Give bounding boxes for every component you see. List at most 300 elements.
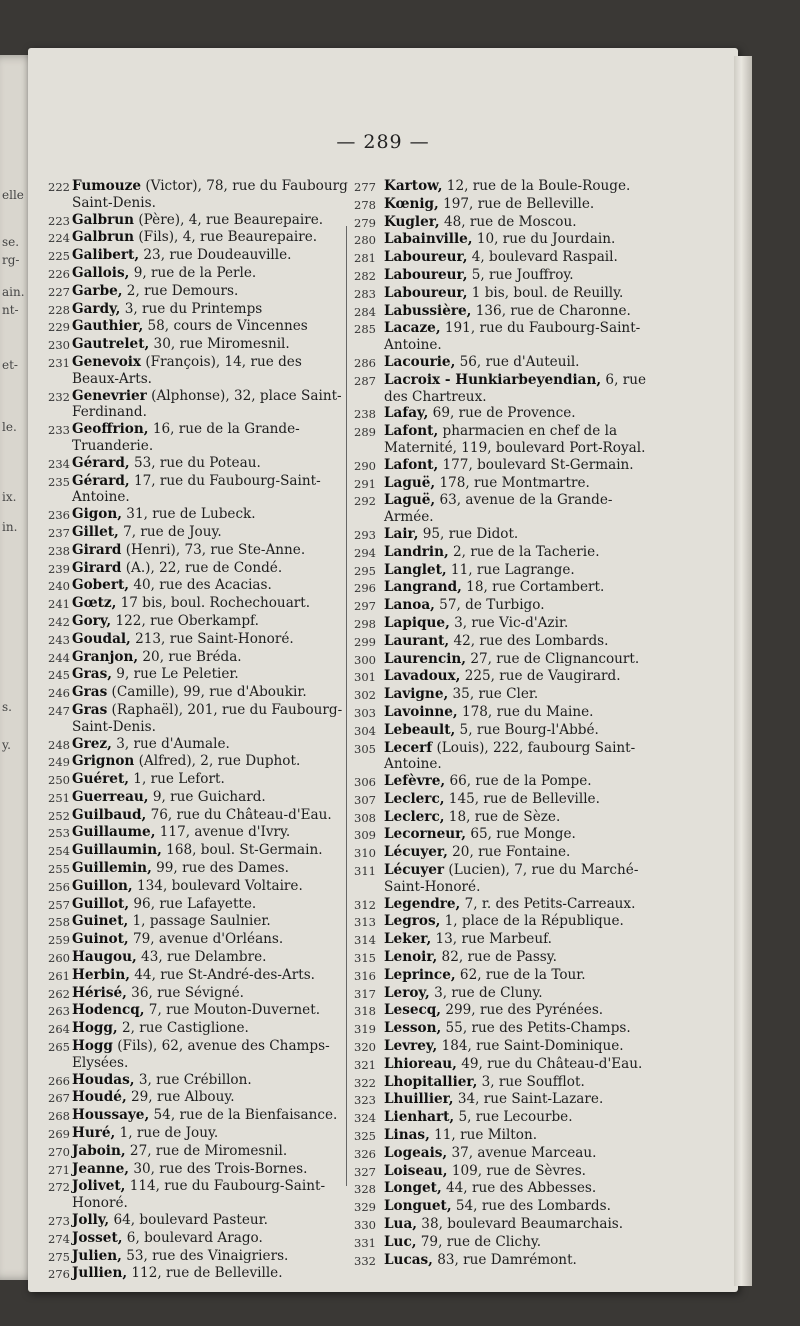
entry-number: 224 — [48, 231, 70, 246]
entry-name: Labussière, — [384, 302, 472, 319]
entry-name: Gras — [72, 684, 108, 701]
entry-number: 296 — [354, 581, 376, 596]
entry-address: 10, rue du Jourdain. — [472, 231, 616, 248]
entry-text — [384, 949, 659, 967]
entry-number: 279 — [354, 215, 376, 230]
list-item — [48, 931, 353, 949]
entry-name: Lavigne, — [384, 686, 449, 703]
entry-name: Jeanne, — [72, 1160, 130, 1177]
list-item — [48, 595, 353, 613]
entry-text — [72, 649, 353, 667]
entry-text — [72, 931, 353, 949]
entry-text — [72, 318, 353, 336]
list-item — [354, 579, 659, 597]
entry-address: 5, rue Bourg-l'Abbé. — [455, 721, 599, 738]
list-item — [48, 684, 353, 702]
list-item — [354, 1180, 659, 1198]
entry-text — [72, 1089, 353, 1107]
list-item — [48, 506, 353, 524]
entry-address: 109, rue de Sèvres. — [447, 1162, 586, 1179]
entry-text — [384, 1002, 659, 1020]
entry-text — [384, 740, 659, 774]
entry-name: Hodencq, — [72, 1002, 145, 1019]
entry-name: Luc, — [384, 1233, 417, 1250]
entry-name: Langlet, — [384, 561, 447, 578]
margin-fragment: et- — [2, 358, 18, 372]
entry-number: 257 — [48, 897, 70, 912]
margin-fragment: ix. — [2, 490, 17, 504]
entry-text — [384, 722, 659, 740]
entry-name: Logeais, — [384, 1144, 448, 1161]
list-item — [48, 388, 353, 422]
entry-number: 330 — [354, 1218, 376, 1233]
entry-name: Lesecq, — [384, 1002, 442, 1019]
entry-name: Jullien, — [72, 1265, 128, 1282]
entry-number: 230 — [48, 338, 70, 353]
entry-number: 274 — [48, 1231, 70, 1246]
entry-address: 9, rue de la Perle. — [129, 264, 257, 281]
list-item — [354, 1127, 659, 1145]
entry-address: (Lucien), 7, rue du Marché-Saint-Honoré. — [384, 862, 639, 895]
entry-address: 122, rue Oberkampf. — [111, 612, 259, 629]
entry-number: 234 — [48, 456, 70, 471]
entry-text — [72, 542, 353, 560]
entry-address: 95, rue Didot. — [418, 525, 519, 542]
entry-name: Lécuyer, — [384, 844, 448, 861]
entry-text — [384, 562, 659, 580]
entry-address: 3, rue Crébillon. — [134, 1071, 252, 1088]
entry-number: 331 — [354, 1235, 376, 1250]
entry-number: 277 — [354, 180, 376, 194]
entry-name: Houssaye, — [72, 1107, 150, 1124]
entry-name: Laboureur, — [384, 249, 468, 266]
entry-name: Laguë, — [384, 474, 436, 491]
entry-text — [384, 405, 659, 423]
entry-text — [72, 631, 353, 649]
list-item — [48, 1020, 353, 1038]
list-item — [48, 967, 353, 985]
entry-name: Julien, — [72, 1247, 122, 1264]
entry-address: 178, rue Montmartre. — [435, 474, 590, 491]
entry-number: 240 — [48, 579, 70, 594]
entry-address: 3, rue de Cluny. — [429, 984, 543, 1001]
entry-text — [72, 247, 353, 265]
entry-number: 248 — [48, 737, 70, 752]
entry-number: 320 — [354, 1040, 376, 1055]
entry-name: Kœnig, — [384, 195, 439, 212]
entry-address: (Fils), 62, avenue des Champs-Elysées. — [72, 1038, 330, 1071]
entry-name: Jolly, — [72, 1212, 110, 1229]
entry-name: Lebeault, — [384, 721, 456, 738]
entry-text — [384, 214, 659, 232]
list-item — [48, 842, 353, 860]
entry-name: Guinet, — [72, 913, 129, 930]
entry-address: (A.), 22, rue de Condé. — [121, 559, 283, 576]
left-column — [48, 178, 353, 1283]
entry-address: 57, de Turbigo. — [434, 597, 545, 614]
entry-number: 272 — [48, 1180, 70, 1195]
margin-fragment: elle — [2, 188, 24, 202]
entry-address: 18, rue Cortambert. — [461, 579, 605, 596]
entry-address: 99, rue des Dames. — [151, 860, 289, 877]
entry-name: Guinot, — [72, 931, 129, 948]
list-item — [354, 214, 659, 232]
entry-name: Laguë, — [384, 492, 436, 509]
entry-name: Galbrun — [72, 211, 135, 228]
entry-text — [72, 985, 353, 1003]
entry-number: 262 — [48, 986, 70, 1001]
entry-address: 4, boulevard Raspail. — [467, 249, 618, 266]
list-item — [48, 702, 353, 736]
list-item — [354, 267, 659, 285]
entry-number: 235 — [48, 474, 70, 489]
entry-text — [72, 577, 353, 595]
entry-number: 276 — [48, 1267, 70, 1282]
list-item — [48, 771, 353, 789]
entry-text — [384, 544, 659, 562]
entry-name: Josset, — [72, 1229, 123, 1246]
entry-name: Hogg — [72, 1038, 113, 1055]
entry-number: 263 — [48, 1004, 70, 1019]
entry-address: 96, rue Lafayette. — [129, 895, 257, 912]
entry-address: 168, boul. St-Germain. — [161, 842, 323, 859]
entry-text — [72, 354, 353, 388]
list-item — [48, 860, 353, 878]
entry-name: Laboureur, — [384, 284, 468, 301]
entry-name: Guillaume, — [72, 824, 156, 841]
entry-text — [72, 506, 353, 524]
entry-address: 53, rue des Vinaigriers. — [121, 1247, 289, 1264]
entry-name: Legendre, — [384, 895, 461, 912]
entry-address: 38, boulevard Beaumarchais. — [416, 1216, 624, 1233]
entry-text — [384, 1091, 659, 1109]
list-item — [48, 807, 353, 825]
entry-number: 302 — [354, 688, 376, 703]
entry-number: 307 — [354, 792, 376, 807]
entry-text — [72, 524, 353, 542]
entry-address: 55, rue des Petits-Champs. — [441, 1020, 631, 1037]
entry-number: 319 — [354, 1022, 376, 1037]
entry-address: 30, rue Miromesnil. — [149, 336, 290, 353]
entry-text — [384, 791, 659, 809]
entry-address: 12, rue de la Boule-Rouge. — [442, 178, 631, 194]
entry-name: Gauthier, — [72, 318, 144, 335]
entry-name: Kugler, — [384, 213, 440, 230]
list-item — [354, 773, 659, 791]
entry-number: 301 — [354, 670, 376, 685]
entry-name: Grez, — [72, 735, 112, 752]
entry-address: 1, place de la République. — [440, 913, 624, 930]
entry-address: (Camille), 99, rue d'Aboukir. — [107, 684, 307, 701]
list-item — [48, 824, 353, 842]
list-item — [48, 1089, 353, 1107]
entry-number: 286 — [354, 355, 376, 370]
entry-number: 284 — [354, 304, 376, 319]
margin-fragment: y. — [2, 738, 11, 752]
entry-number: 249 — [48, 755, 70, 770]
entry-name: Lacourie, — [384, 353, 456, 370]
list-item — [48, 896, 353, 914]
margin-fragment: s. — [2, 700, 12, 714]
entry-name: Gérard, — [72, 454, 130, 471]
entry-number: 305 — [354, 741, 376, 756]
list-item — [48, 649, 353, 667]
entry-text — [384, 1038, 659, 1056]
entry-number: 242 — [48, 614, 70, 629]
entry-number: 241 — [48, 597, 70, 612]
entry-name: Lacaze, — [384, 320, 441, 337]
entry-text — [72, 1230, 353, 1248]
entry-address: 177, boulevard St-Germain. — [438, 456, 634, 473]
entry-text — [72, 1038, 353, 1072]
entry-address: 3, rue d'Aumale. — [111, 735, 230, 752]
entry-text — [384, 320, 659, 354]
list-item — [48, 1212, 353, 1230]
list-item — [354, 949, 659, 967]
entry-number: 278 — [354, 197, 376, 212]
entry-address: 83, rue Damrémont. — [432, 1251, 577, 1268]
entry-number: 247 — [48, 703, 70, 718]
entry-number: 310 — [354, 846, 376, 861]
entry-number: 275 — [48, 1249, 70, 1264]
entry-number: 270 — [48, 1144, 70, 1159]
entry-name: Lavoinne, — [384, 703, 458, 720]
entry-number: 245 — [48, 668, 70, 683]
entry-text — [72, 1107, 353, 1125]
entry-number: 325 — [354, 1129, 376, 1144]
entry-name: Levrey, — [384, 1038, 438, 1055]
list-item — [354, 809, 659, 827]
entry-address: 1 bis, boul. de Reuilly. — [467, 284, 624, 301]
entry-text — [72, 860, 353, 878]
entry-address: (Père), 4, rue Beaurepaire. — [134, 211, 324, 228]
list-item — [48, 753, 353, 771]
entry-text — [384, 372, 659, 406]
entry-address: 17 bis, boul. Rochechouart. — [116, 595, 311, 612]
entry-number: 269 — [48, 1127, 70, 1142]
entry-text — [384, 526, 659, 544]
entry-name: Houdas, — [72, 1071, 135, 1088]
entry-text — [384, 249, 659, 267]
entry-number: 329 — [354, 1200, 376, 1215]
list-item — [354, 475, 659, 493]
entry-address: 76, rue du Château-d'Eau. — [146, 806, 332, 823]
entry-text — [384, 1127, 659, 1145]
entry-text — [72, 595, 353, 613]
list-item — [354, 722, 659, 740]
entry-address: 191, rue du Faubourg-Saint-Antoine. — [384, 320, 641, 354]
list-item — [48, 178, 353, 212]
entry-number: 317 — [354, 986, 376, 1001]
entry-number: 314 — [354, 933, 376, 948]
entry-text — [72, 1265, 353, 1283]
entry-address: 1, passage Saulnier. — [128, 913, 271, 930]
entry-text — [384, 354, 659, 372]
entry-number: 246 — [48, 686, 70, 701]
entry-name: Lucas, — [384, 1251, 433, 1268]
list-item — [354, 862, 659, 896]
entry-text — [384, 475, 659, 493]
entry-address: 7, rue de Jouy. — [118, 523, 222, 540]
list-item — [48, 878, 353, 896]
list-item — [354, 633, 659, 651]
entry-address: (Victor), 78, rue du Faubourg Saint-Denis. — [72, 178, 348, 211]
list-item — [354, 1074, 659, 1092]
entry-text — [384, 985, 659, 1003]
list-item — [354, 423, 659, 457]
entry-name: Guillon, — [72, 877, 133, 894]
entry-name: Herbin, — [72, 966, 130, 983]
list-item — [354, 686, 659, 704]
entry-text — [72, 229, 353, 247]
entry-name: Lapique, — [384, 614, 450, 631]
entry-text — [384, 1145, 659, 1163]
list-item — [354, 492, 659, 526]
list-item — [354, 826, 659, 844]
entry-address: 9, rue Guichard. — [148, 788, 266, 805]
entry-name: Lafay, — [384, 405, 429, 422]
entry-address: 18, rue de Sèze. — [444, 808, 561, 825]
entry-text — [384, 668, 659, 686]
entry-name: Gallois, — [72, 264, 130, 281]
page-stack-edge — [734, 56, 752, 1286]
entry-text — [72, 702, 353, 736]
entry-number: 298 — [354, 616, 376, 631]
entry-address: 42, rue des Lombards. — [449, 632, 609, 649]
list-item — [48, 336, 353, 354]
list-item — [354, 985, 659, 1003]
entry-text — [384, 809, 659, 827]
margin-fragment: se. — [2, 235, 20, 249]
entry-number: 265 — [48, 1040, 70, 1055]
entry-address: 3, rue du Printemps — [120, 300, 263, 317]
entry-text — [384, 896, 659, 914]
entry-text — [384, 1056, 659, 1074]
entry-text — [384, 196, 659, 214]
entry-number: 244 — [48, 650, 70, 665]
entry-name: Lecorneur, — [384, 826, 467, 843]
entry-name: Lafont, — [384, 456, 439, 473]
entry-name: Lhioreau, — [384, 1055, 457, 1072]
entry-text — [384, 1109, 659, 1127]
entry-text — [72, 1125, 353, 1143]
entry-address: 79, avenue d'Orléans. — [128, 931, 284, 948]
entry-number: 324 — [354, 1111, 376, 1126]
entry-number: 318 — [354, 1004, 376, 1019]
list-item — [354, 1145, 659, 1163]
entry-address: 6, rue des Chartreux. — [384, 371, 647, 405]
entry-name: Grignon — [72, 753, 135, 770]
list-item — [48, 1265, 353, 1283]
list-item — [354, 1198, 659, 1216]
entry-name: Leker, — [384, 931, 432, 948]
entry-text — [72, 421, 353, 455]
entry-name: Jaboin, — [72, 1142, 126, 1159]
entry-number: 289 — [354, 425, 376, 440]
entry-text — [72, 1178, 353, 1212]
entry-name: Gœtz, — [72, 595, 117, 612]
entry-number: 238 — [48, 543, 70, 558]
entry-text — [72, 789, 353, 807]
entry-address: 16, rue de la Grande-Truanderie. — [72, 421, 300, 454]
entry-number: 237 — [48, 525, 70, 540]
entry-address: 79, rue de Clichy. — [416, 1233, 542, 1250]
entry-address: 62, rue de la Tour. — [455, 966, 586, 983]
entry-address: 65, rue Monge. — [466, 826, 576, 843]
list-item — [48, 212, 353, 230]
entry-text — [384, 1198, 659, 1216]
entry-address: 37, avenue Marceau. — [447, 1144, 597, 1161]
entry-name: Girard — [72, 541, 122, 558]
entry-text — [384, 1252, 659, 1270]
list-item — [354, 597, 659, 615]
entry-number: 250 — [48, 773, 70, 788]
entry-name: Fumouze — [72, 178, 141, 194]
entry-name: Lair, — [384, 525, 419, 542]
entry-text — [72, 753, 353, 771]
entry-text — [72, 1143, 353, 1161]
entry-text — [72, 967, 353, 985]
entry-number: 268 — [48, 1109, 70, 1124]
entry-number: 332 — [354, 1253, 376, 1268]
list-item — [354, 405, 659, 423]
entry-address: (Raphaël), 201, rue du Faubourg-Saint-Denis. — [72, 701, 343, 735]
entry-address: 20, rue Bréda. — [138, 648, 242, 665]
entry-name: Guillot, — [72, 895, 130, 912]
entry-text — [72, 212, 353, 230]
entry-address: 40, rue des Acacias. — [129, 577, 272, 594]
entry-address: 53, rue du Poteau. — [129, 454, 261, 471]
entry-text — [384, 178, 659, 196]
list-item — [354, 303, 659, 321]
entry-name: Lienhart, — [384, 1109, 455, 1126]
list-item — [354, 249, 659, 267]
entry-name: Gérard, — [72, 472, 130, 489]
entry-name: Langrand, — [384, 579, 462, 596]
entry-address: 3, rue Soufflot. — [477, 1073, 585, 1090]
entry-name: Jolivet, — [72, 1178, 126, 1195]
entry-address: 9, rue Le Peletier. — [111, 666, 239, 683]
entry-name: Lanoa, — [384, 597, 435, 614]
list-item — [48, 1248, 353, 1266]
entry-number: 316 — [354, 968, 376, 983]
entry-text — [384, 913, 659, 931]
entry-name: Leroy, — [384, 984, 430, 1001]
entry-text — [72, 913, 353, 931]
entry-address: 1, rue Lefort. — [128, 771, 225, 788]
entry-text — [384, 686, 659, 704]
entry-number: 228 — [48, 302, 70, 317]
list-item — [48, 265, 353, 283]
entry-address: 36, rue Sévigné. — [126, 984, 244, 1001]
entry-name: Landrin, — [384, 543, 449, 560]
book-page — [28, 48, 738, 1292]
entry-text — [72, 1212, 353, 1230]
entry-number: 239 — [48, 561, 70, 576]
entry-number: 233 — [48, 423, 70, 438]
entry-number: 251 — [48, 790, 70, 805]
entry-text — [384, 704, 659, 722]
list-item — [354, 562, 659, 580]
list-item — [354, 196, 659, 214]
entry-name: Granjon, — [72, 648, 139, 665]
entry-address: 44, rue des Abbesses. — [441, 1180, 597, 1197]
entry-number: 308 — [354, 810, 376, 825]
entry-address: 11, rue Milton. — [429, 1127, 538, 1144]
entry-text — [72, 1002, 353, 1020]
entry-number: 323 — [354, 1093, 376, 1108]
list-item — [48, 1038, 353, 1072]
